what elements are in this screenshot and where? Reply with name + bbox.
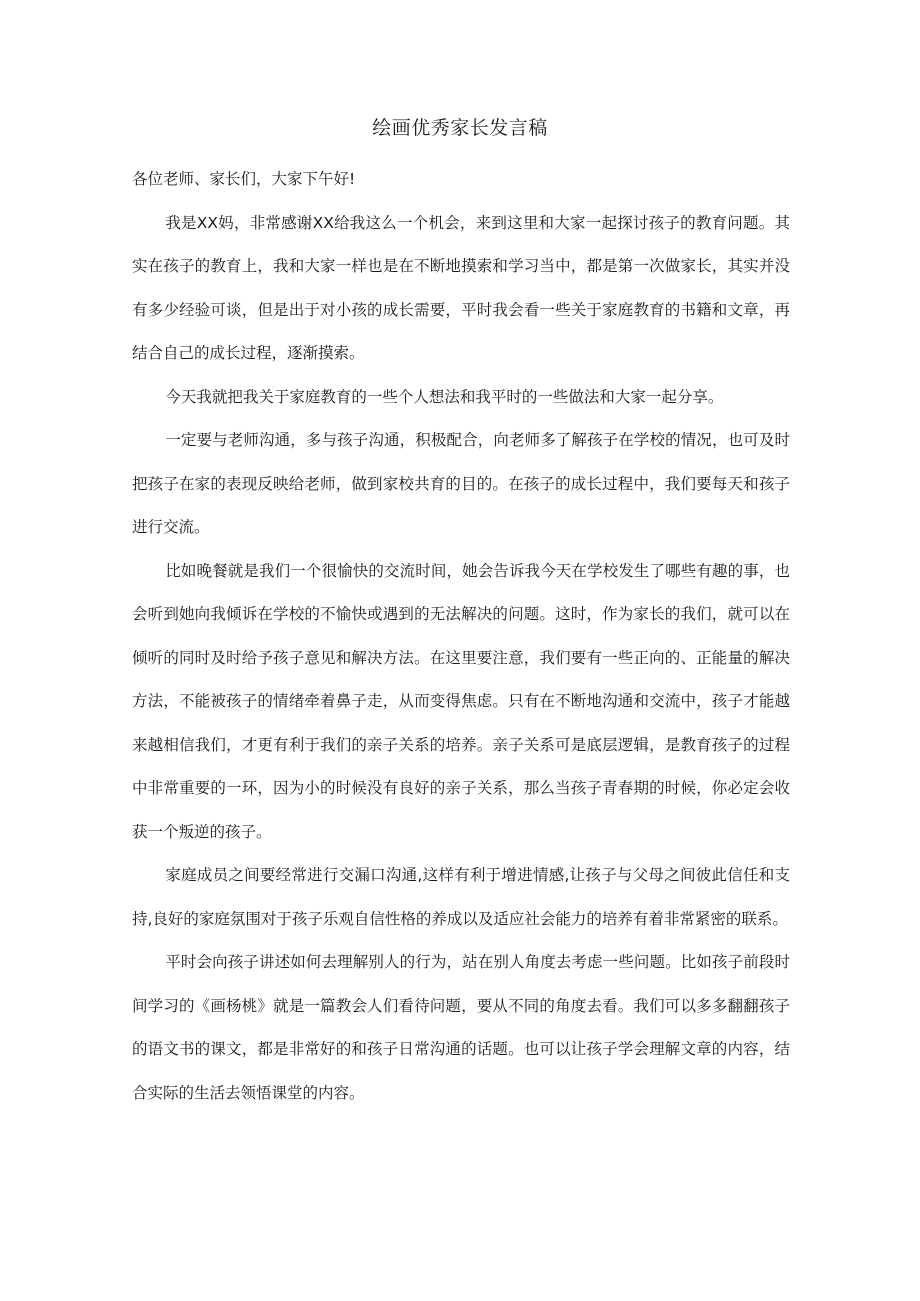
paragraph: 平时会向孩子讲述如何去理解别人的行为，站在别人角度去考虑一些问题。比如孩子前段时间学习的《画杨桃》就是一篇教会人们看待问题，要从不同的角度去看。我们可以多多翻翻孩子的语文书的课文，都是非常好的和孩子日常沟通的话题。也可以让孩子学会理解文章的内容，结合实际的生活去领悟课堂的内容。 — [132, 953, 790, 1102]
document-title: 绘画优秀家长发言稿 — [372, 117, 548, 139]
document-body — [132, 158, 790, 1115]
greeting-line: 各位老师、家长们，大家下午好! — [132, 170, 356, 188]
paragraph: 我是XX妈，非常感谢XX给我这么一个机会，来到这里和大家一起探讨孩子的教育问题。其实在孩子的教育上，我和大家一样也是在不断地摸索和学习当中，都是第一次做家长，其实并没有多少经验可谈，但是出于对小孩的成长需要，平时我会看一些关于家庭教育的书籍和文章，再结合自己的成长过程，逐渐摸索。 — [132, 213, 790, 362]
paragraph: 今天我就把我关于家庭教育的一些个人想法和我平时的一些做法和大家一起分享。 — [165, 387, 724, 406]
paragraph: 家庭成员之间要经常进行交漏口沟通,这样有利于增进情感,让孩子与父母之间彼此信任和支持,良好的家庭氛围对于孩子乐观自信性格的养成以及适应社会能力的培养有着非常紧密的联系。 — [132, 866, 790, 928]
paragraph: 比如晚餐就是我们一个很愉快的交流时间，她会告诉我今天在学校发生了哪些有趣的事，也会听到她向我倾诉在学校的不愉快或遇到的无法解决的问题。这时，作为家长的我们，就可以在倾听的同时及时给予孩子意见和解决方法。在这里要注意，我们要有一些正向的、正能量的解决方法，不能被孩子的情绪牵着鼻子走，从而变得焦虑。只有在不断地沟通和交流中，孩子才能越来越相信我们，才更有利于我们的亲子关系的培养。亲子关系可是底层逻辑，是教育孩子的过程中非常重要的一环，因为小的时候没有良好的亲子关系，那么当孩子青春期的时候，你必定会收获一个叛逆的孩子。 — [132, 561, 790, 841]
paragraph: 一定要与老师沟通，多与孩子沟通，积极配合，向老师多了解孩子在学校的情况，也可及时把孩子在家的表现反映给老师，做到家校共育的目的。在孩子的成长过程中，我们要每天和孩子进行交流。 — [132, 431, 790, 536]
